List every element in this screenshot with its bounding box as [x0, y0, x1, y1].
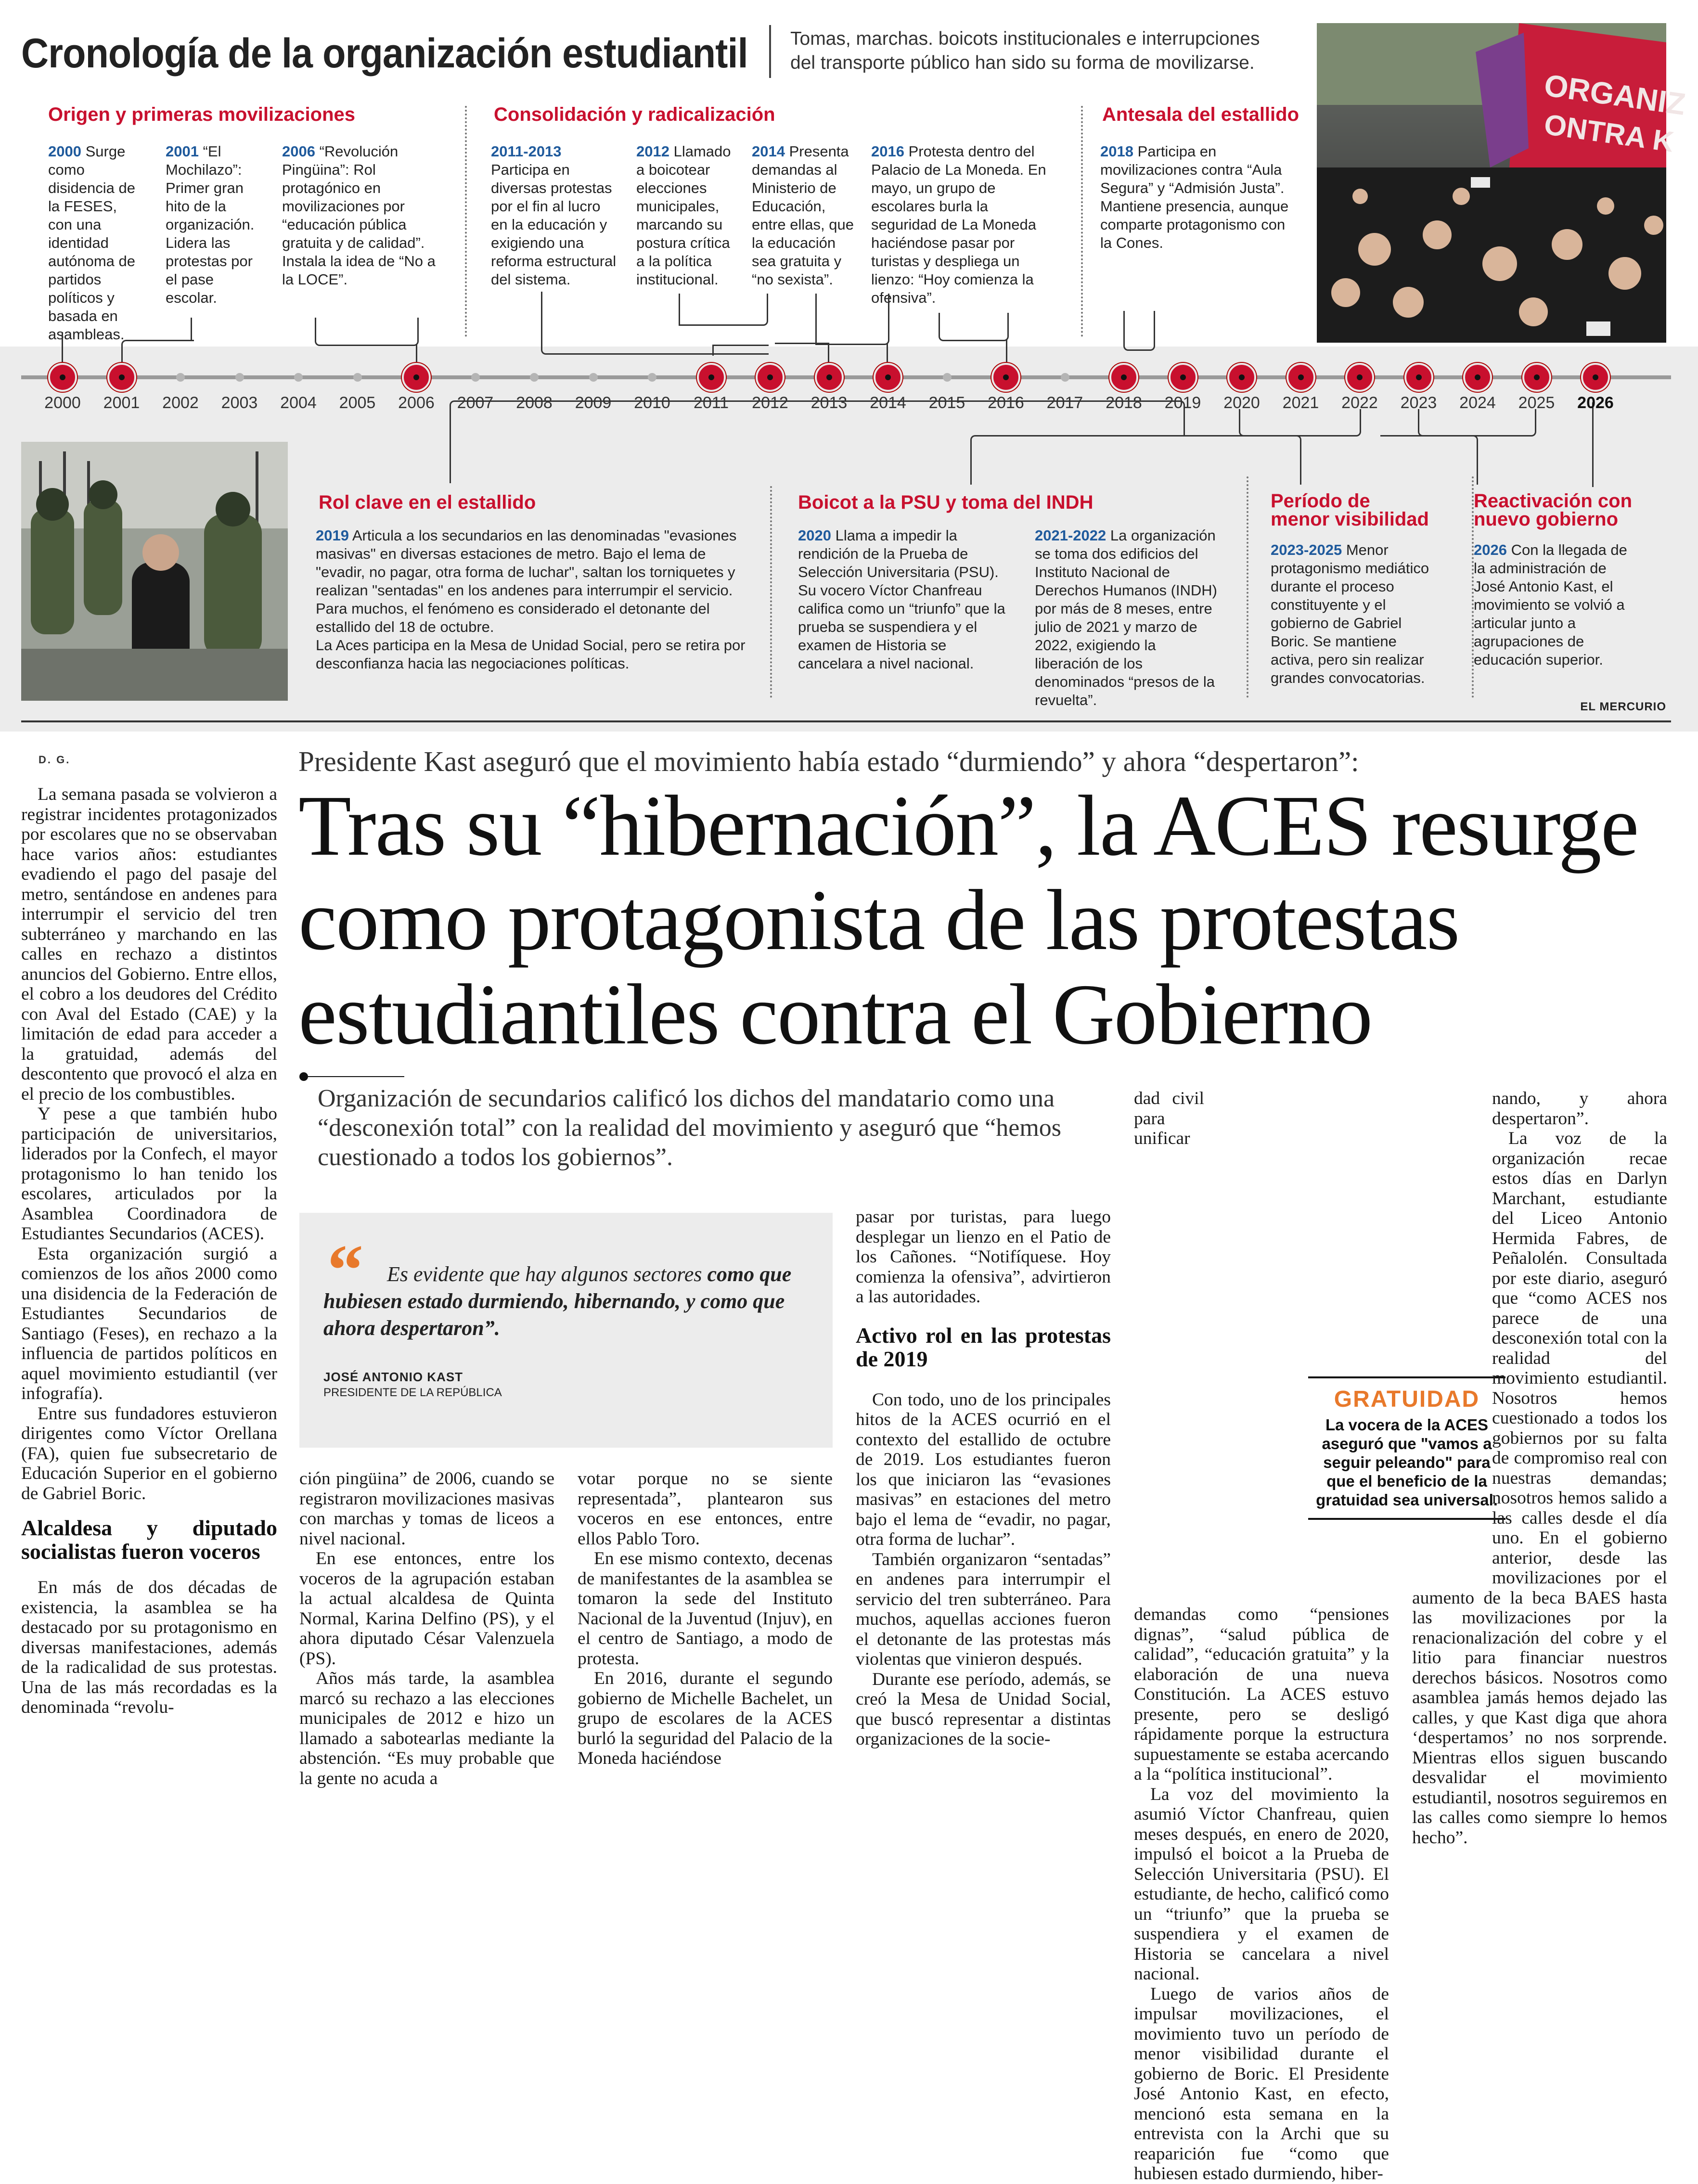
- svg-text:ONTRA K: ONTRA K: [1542, 108, 1676, 158]
- year-label: 2001: [103, 394, 140, 412]
- headline: Tras su “hibernación”, la ACES resurge como protagonista de las protestas estudiantiles contra el Gobierno: [298, 778, 1638, 1062]
- section-reactivacion: Reactivación con nuevo gobierno: [1474, 490, 1633, 530]
- section-origen: Origen y primeras movilizaciones: [48, 104, 356, 125]
- paragraph: Entre sus fundadores estuvieron dirigentes como Víctor Orellana (FA), quien fue subsecretario de Educación Superior en el gobierno de Gabriel Boric.: [21, 1403, 277, 1503]
- timeline-marker: [48, 363, 77, 392]
- subhead-2: Activo rol en las protestas de 2019: [856, 1323, 1111, 1371]
- column-1: [21, 784, 277, 1718]
- timeline-marker: [1286, 363, 1315, 392]
- column-4: [856, 1207, 1111, 1749]
- timeline-marker: [756, 363, 785, 392]
- year-label: 2017: [1046, 394, 1083, 412]
- year-label: 2024: [1459, 394, 1496, 412]
- section-periodo: Período de menor visibilidad: [1271, 490, 1429, 530]
- timeline-tick: [589, 373, 598, 382]
- deck-rule: [308, 1076, 404, 1077]
- year-label: 2026: [1577, 394, 1614, 412]
- year-label: 2003: [221, 394, 258, 412]
- paragraph: pasar por turistas, para luego desplegar un lienzo en el Patio de los Cañones. “Notifíquese. Hoy comienza la ofensiva”, advirtieron a las autoridades.: [856, 1207, 1111, 1307]
- entry-2006: 2006 “Revolución Pingüina”: Rol protagónico en movilizaciones por “educación pública gratuita y de calidad”. Instala la idea de “No a la LOCE”.: [282, 143, 436, 288]
- timeline-tick: [235, 373, 244, 382]
- svg-text:ORGANIZ: ORGANIZ: [1542, 67, 1688, 122]
- paragraph: La semana pasada se volvieron a registrar incidentes protagonizados por escolares que no se observaban hace varios años: estudiantes evadiendo el pago del pasaje del metro, sentándose en andenes para interrumpir el servicio del tren subterráneo y marchando en las calles en rechazo a distintos anuncios del Gobierno. Entre ellos, el cobro a los deudores del Crédito con Aval del Estado (CAE) y la limitación de edad para acceder a la gratuidad, además del descontento que provocó el alza en el precio de los combustibles.: [21, 784, 277, 1104]
- divider: [770, 486, 772, 698]
- connector: [1006, 340, 1007, 364]
- connector: [315, 318, 419, 346]
- divider: [1081, 106, 1083, 337]
- kicker: Presidente Kast aseguró que el movimiento había estado “durmiendo” y ahora “despertaron”:: [298, 745, 1359, 777]
- timeline-marker: [815, 363, 844, 392]
- year-label: 2000: [44, 394, 81, 412]
- connector: [62, 332, 63, 363]
- entry-2020: 2020 Llama a impedir la rendición de la Prueba de Selección Universitaria (PSU). Su vocero Víctor Chanfreau califica como un “triunfo” que la prueba se suspendiera y el examen de Historia se cancelara a nivel nacional.: [798, 527, 1005, 672]
- connector: [121, 340, 194, 364]
- entry-2023-2025: 2023-2025 Menor protagonismo mediático durante el proceso constituyente y el gobierno de Gabriel Boric. Se mantiene activa, pero sin realizar grandes convocatorias.: [1271, 541, 1429, 686]
- byline: D. G.: [39, 754, 71, 766]
- connector: [775, 343, 829, 366]
- year-label: 2012: [752, 394, 788, 412]
- column-3: [578, 1469, 833, 1769]
- connector: [191, 318, 192, 341]
- connector: [450, 434, 451, 483]
- credit: EL MERCURIO: [1580, 700, 1666, 713]
- year-label: 2016: [988, 394, 1024, 412]
- year-label: 2025: [1518, 394, 1555, 412]
- year-label: 2013: [810, 394, 848, 412]
- timeline-marker: [1109, 363, 1138, 392]
- infographic-title: Cronología de la organización estudiantil: [21, 30, 748, 77]
- connector: [1380, 435, 1478, 485]
- section-boicot: Boicot a la PSU y toma del INDH: [798, 492, 1093, 513]
- year-label: 2002: [162, 394, 199, 412]
- paragraph: En ese entonces, entre los voceros de la agrupación estaban la actual alcaldesa de Quinta Normal, Karina Delfino (PS), y el ahora diputado César Valenzuela (PS).: [299, 1549, 554, 1669]
- timeline-tick: [530, 373, 539, 382]
- timeline-tick: [1061, 373, 1069, 382]
- paragraph: En 2016, durante el segundo gobierno de Michelle Bachelet, un grupo de escolares de la ACES burló la seguridad del Palacio de la Moneda haciéndose: [578, 1669, 833, 1768]
- entry-2012: 2012 Llamado a boicotear elecciones municipales, marcando su postura crítica a la política institucional.: [636, 143, 731, 288]
- entry-2021-2022: 2021-2022 La organización se toma dos edificios del Instituto Nacional de Derechos Humanos (INDH) por más de 8 meses, entre julio de 2021 y marzo de 2022, exigiendo la liberación de los denominados “presos de la revuelta”.: [1035, 527, 1217, 708]
- timeline-marker: [1581, 363, 1610, 392]
- timeline-marker: [1345, 363, 1374, 392]
- timeline-marker: [1463, 363, 1492, 392]
- entry-2001: 2001 “El Mochilazo”: Primer gran hito de la organización. Lidera las protestas por el pase escolar.: [166, 143, 255, 306]
- paragraph: La voz del movimiento la asumió Víctor Chanfreau, quien meses después, en enero de 2020, impulsó el boicot a la Prueba de Selección Universitaria (PSU). El estudiante, de hecho, calificó como un “triunfo” que la prueba se suspendiera y el examen de Historia se cancelara a nivel nacional.: [1134, 1784, 1389, 1984]
- timeline-tick: [648, 373, 656, 382]
- title-divider: [769, 25, 771, 78]
- year-label: 2004: [280, 394, 317, 412]
- entry-2016: 2016 Protesta dentro del Palacio de La Moneda. En mayo, un grupo de escolares burla la seguridad de La Moneda haciéndose pasar por turistas y despliega un lienzo: “Hoy comienza la ofensiva”.: [871, 143, 1046, 306]
- divider: [465, 106, 467, 337]
- divider: [1247, 476, 1248, 698]
- entry-2011-2013: 2011-2013 Participa en diversas protestas por el fin al lucro en la educación y exigiendo una reforma estructural del sistema.: [491, 143, 617, 288]
- entry-2026: 2026 Con la llegada de la administración de José Antonio Kast, el movimiento se volvió a articular junto a agrupaciones de educación superior.: [1474, 541, 1627, 668]
- paragraph: votar porque no se siente representada”, plantearon sus voceros en ese entonces, entre ellos Pablo Toro.: [578, 1469, 833, 1549]
- deck: Organización de secundarios calificó los dichos del mandatario como una “desconexión total” con la realidad del movimiento y aseguró que “hemos cuestionado a todos los gobiernos”.: [318, 1085, 1062, 1171]
- subhead-1: Alcaldesa y diputado socialistas fueron voceros: [21, 1516, 277, 1564]
- connector: [815, 294, 889, 345]
- infographic: [0, 0, 1698, 722]
- year-label: 2015: [928, 394, 965, 412]
- pullquote-spacer: [1383, 1351, 1485, 1578]
- year-label: 2014: [870, 394, 906, 412]
- timeline-tick: [943, 373, 952, 382]
- timeline-marker: [107, 363, 136, 392]
- year-label: 2021: [1282, 394, 1319, 412]
- timeline-tick: [353, 373, 362, 382]
- entry-2018: 2018 Participa en movilizaciones contra “Aula Segura” y “Admisión Justa”. Mantiene presencia, aunque comparte protagonismo con la Cones.: [1100, 143, 1289, 251]
- column-5: [1134, 1089, 1389, 2184]
- entry-2019: 2019 Articula a los secundarios en las denominadas "evasiones masivas" en diversas estaciones de metro. Bajo el lema de "evadir, no pagar, otra forma de luchar", saltan los torniquetes y realizan "sentadas" en los andenes para interrumpir el servicio. Para muchos, el fenómeno es considerado el detonante del estallido del 18 de octubre. La Aces participa en la Mesa de Unidad Social, pero se retira por desconfianza hacia las negociaciones políticas.: [316, 527, 746, 672]
- section-consolidacion: Consolidación y radicalización: [494, 104, 775, 125]
- timeline-marker: [402, 363, 431, 392]
- timeline-tick: [471, 373, 480, 382]
- timeline-marker: [1404, 363, 1433, 392]
- entry-2000: 2000 Surge como disidencia de la FESES, con una identidad autónoma de partidos políticos y basada en asambleas.: [48, 143, 135, 343]
- timeline-marker: [991, 363, 1020, 392]
- section-rol: Rol clave en el estallido: [319, 492, 536, 513]
- paragraph: Años más tarde, la asamblea marcó su rechazo a las elecciones municipales de 2012 e hizo un llamado a sabotearlas mediante la abstención. “Es muy probable que la gente no acuda a: [299, 1669, 554, 1788]
- pullquote-text: La vocera de la ACES aseguró que "vamos a seguir peleando" para que el beneficio de la gratuidad sea universal.: [1316, 1416, 1498, 1509]
- paragraph: nando, y ahora despertaron”.: [1492, 1089, 1667, 1129]
- connector: [939, 313, 1009, 341]
- quote-role: PRESIDENTE DE LA REPÚBLICA: [323, 1386, 502, 1399]
- connector: [712, 345, 769, 356]
- quote-author: JOSÉ ANTONIO KAST: [323, 1370, 463, 1384]
- paragraph: ción pingüina” de 2006, cuando se registraron movilizaciones masivas con marchas y tomas de liceos a nivel nacional.: [299, 1469, 554, 1549]
- connector: [1239, 409, 1361, 437]
- year-label: 2011: [693, 394, 729, 412]
- pullquote-title: GRATUIDAD: [1334, 1387, 1480, 1412]
- connector: [416, 345, 417, 364]
- connector: [887, 344, 888, 364]
- year-label: 2019: [1164, 394, 1201, 412]
- column-2: [299, 1469, 554, 1788]
- timeline-marker: [1227, 363, 1256, 392]
- paragraph: También organizaron “sentadas” en andenes para interrumpir el servicio del tren subterráneo. Para muchos, aquellas acciones fueron el detonante de las protestas más violentas que vinieron después.: [856, 1549, 1111, 1669]
- paragraph: dad civil para unificar demandas como “pensiones dignas”, “salud pública de calidad”, “educación gratuita” y la elaboración de una nueva Constitución. La ACES estuvo presente, pero se desligó rápidamente porque la estructura supuestamente se estaba acercando a la “política institucional”.: [1134, 1089, 1389, 1784]
- quote-text: Es evidente que hay algunos sectores como que hubiesen estado durmiendo, hibernando, y como que ahora despertaron”.: [323, 1262, 792, 1340]
- year-label: 2006: [398, 394, 435, 412]
- police-student-photo: [21, 442, 288, 701]
- paragraph: En ese mismo contexto, decenas de manifestantes de la asamblea se tomaron la sede del Instituto Nacional de la Juventud (Injuv), en el centro de Santiago, a modo de protesta.: [578, 1549, 833, 1669]
- year-label: 2007: [457, 394, 494, 412]
- deck-bullet: [299, 1072, 308, 1081]
- column-6: [1412, 1089, 1667, 1848]
- timeline-tick: [294, 373, 303, 382]
- timeline-marker: [1169, 363, 1197, 392]
- protest-crowd-photo: [1317, 23, 1688, 343]
- year-label: 2023: [1400, 394, 1437, 412]
- connector: [1418, 409, 1536, 437]
- timeline-marker: [874, 363, 902, 392]
- year-label: 2009: [575, 394, 612, 412]
- year-label: 2005: [339, 394, 376, 412]
- year-label: 2008: [516, 394, 553, 412]
- timeline-marker: [697, 363, 726, 392]
- section-antesala: Antesala del estallido: [1102, 104, 1299, 125]
- paragraph: Esta organización surgió a comienzos de los años 2000 como una disidencia de la Federación de Estudiantes Secundarios de Santiago (Feses), en rechazo a la influencia de partidos políticos en aquel movimiento estudiantil (ver infografía).: [21, 1244, 277, 1403]
- connector: [1592, 402, 1594, 487]
- paragraph: Luego de varios años de impulsar movilizaciones, el movimiento tuvo un período de menor visibilidad durante el gobierno de Boric. El Presidente José Antonio Kast, en efecto, mencionó esta semana en la entrevista con la Archi que su reaparición fue “como que hubiesen estado durmiendo, hiber-: [1134, 1984, 1389, 2184]
- timeline-marker: [1522, 363, 1551, 392]
- paragraph: Y pese a que también hubo participación de universitarios, liderados por la Confech, el mayor protagonismo lo han tenido los escolares, articulados por la Asamblea Coordinadora de Estudiantes Secundarios (ACES).: [21, 1104, 277, 1244]
- year-label: 2018: [1106, 394, 1142, 412]
- connector: [679, 294, 768, 326]
- infographic-subtitle: Tomas, marchas. boicots institucionales e interrupciones del transporte público han sido su forma de movilizarse.: [790, 28, 1260, 73]
- quote-mark-icon: “: [327, 1230, 363, 1310]
- paragraph: Con todo, uno de los principales hitos de la ACES ocurrió en el contexto del estallido de octubre de 2019. Los estudiantes fueron los que iniciaron las “evasiones masivas” en estaciones del metro bajo el lema de “evadir, no pagar, otra forma de luchar”.: [856, 1389, 1111, 1549]
- year-label: 2020: [1223, 394, 1260, 412]
- paragraph: La voz de la organización recae estos días en Darlyn Marchant, estudiante del Liceo Antonio Hermida Fabres, de Peñalolén. Consultada por este diario, aseguró que “como ACES nos parece de una desconexión total con la realidad del movimiento estudiantil. Nosotros hemos cuestionado a todos los gobiernos por su falta de compromiso real con nuestras demandas; nosotros hemos salido a las calles desde el día uno. En el gobierno anterior, desde las movilizaciones por el aumento de la beca BAES hasta las movilizaciones por la renacionalización del cobre y el litio para financiar nuestros derechos básicos. Nosotros como asamblea jamás hemos dejado las calles, y que Kast diga que ahora ‘despertamos’ no nos sorprende. Mientras ellos siguen buscando desvalidar el movimiento estudiantil, nosotros seguiremos en las calles como siempre lo hemos hecho”.: [1412, 1129, 1667, 1848]
- paragraph: Durante ese período, además, se creó la Mesa de Unidad Social, que buscó representar a distintas organizaciones de la socie-: [856, 1669, 1111, 1749]
- year-label: 2022: [1341, 394, 1378, 412]
- connector: [1123, 311, 1155, 351]
- timeline-tick: [176, 373, 185, 382]
- entry-2014: 2014 Presenta demandas al Ministerio de Educación, entre ellas, que la educación sea gratuita y “no sexista”.: [752, 143, 854, 288]
- infographic-rule: [21, 720, 1671, 722]
- year-label: 2010: [634, 394, 670, 412]
- connector: [970, 435, 1301, 485]
- paragraph: En más de dos décadas de existencia, la asamblea se ha destacado por su protagonismo en diversas manifestaciones, además de la radicalidad de sus protestas. Una de las más recordadas es la denominada “revolu-: [21, 1578, 277, 1717]
